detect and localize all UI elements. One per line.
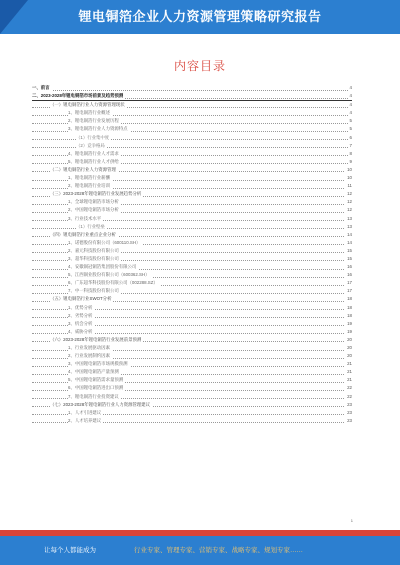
toc-entry-label: 3、行业技术水平 [68,215,103,223]
toc-entry-page: 14 [345,239,352,247]
toc-entry[interactable] [32,231,352,239]
toc-entry-label: 2、锂电铜箔行业培训 [68,182,112,190]
toc-entry-page: 10 [345,166,352,174]
toc-entry-label: （五）锂电铜箔行业SWOT分析 [50,295,113,303]
toc-entry-label: 2、锂电铜箔行业发展历程 [68,117,121,125]
toc-entry-page: 18 [345,295,352,303]
toc-entry-label: 1、全球锂电铜箔市场分析 [68,198,121,206]
toc-entry-page: 23 [345,417,352,425]
toc-entry-label: 1、优势分析 [68,304,94,312]
toc-entry[interactable] [32,401,352,409]
toc-entry-label: （2）竞争格局 [76,142,107,150]
toc-entry[interactable] [32,336,352,344]
toc-entry-page: 12 [345,198,352,206]
toc-entry-label: 2、行业发展制约因素 [68,352,112,360]
toc-entry-page: 21 [345,368,352,376]
toc-entry[interactable] [32,409,352,417]
toc-entry-label: 1、人才引进建议 [68,409,103,417]
toc-entry[interactable] [32,352,352,360]
toc-entry[interactable] [32,101,352,109]
toc-entry-label: 2、人才培养建议 [68,417,103,425]
toc-entry-label: （七）2023-2028年锂电铜箔行业人力资源管理建议 [50,401,152,409]
toc-entry[interactable] [32,287,352,295]
footer-slogan: 让每个人都能成为 [44,547,96,554]
toc-entry-page: 22 [345,384,352,392]
toc-entry-page: 20 [345,336,352,344]
toc-entry[interactable] [32,393,352,401]
toc-entry[interactable] [32,279,352,287]
toc-entry[interactable] [32,166,352,174]
toc-entry[interactable] [32,206,352,214]
toc-entry[interactable] [32,198,352,206]
toc-entry-label: （1）行业壁垒 [76,223,107,231]
toc-entry[interactable] [32,255,352,263]
toc-entry-page: 21 [345,376,352,384]
toc-entry[interactable] [32,182,352,190]
toc-entry-page: 12 [345,206,352,214]
toc-entry-label: 7、锂电铜箔行业投资建议 [68,393,121,401]
toc-entry-label: 1、锂电铜箔行业概述 [68,109,112,117]
toc-entry[interactable] [32,320,352,328]
toc-entry-page: 4 [348,92,352,100]
toc-entry-label: 2、嘉元科技股份有限公司 [68,247,121,255]
toc-entry-label: 5、江西铜业股份有限公司（600362.SH） [68,271,152,279]
toc-entry-label: 5、中国锂电铜箔需求量预测 [68,376,125,384]
toc-entry-page: 13 [345,215,352,223]
toc-entry[interactable] [32,117,352,125]
toc-entry[interactable] [32,312,352,320]
page-number: 1 [350,518,353,523]
toc-entry-label: 3、中国锂电铜箔市场规模预测 [68,360,130,368]
toc-entry-label: （六）2023-2028年锂电铜箔行业发展前景预测 [50,336,143,344]
toc-entry-page: 5 [348,125,352,133]
report-title: 锂电铜箔企业人力资源管理策略研究报告 [78,9,322,24]
toc-entry-page: 5 [348,117,352,125]
toc-entry-page: 17 [345,279,352,287]
toc-entry-label: 4、安徽铜冠铜箔集团股份有限公司 [68,263,138,271]
toc-heading: 内容目录 [173,59,226,73]
toc-entry-label: 1、锂电铜箔行业薪酬 [68,174,112,182]
toc-entry[interactable] [32,109,352,117]
toc-entry-label: 一、前言 [32,84,52,92]
toc-entry[interactable] [32,295,352,303]
toc-entry[interactable] [32,174,352,182]
toc-entry[interactable] [32,344,352,352]
toc-entry[interactable] [32,384,352,392]
toc-entry[interactable] [32,125,352,133]
toc-entry-page: 11 [345,182,352,190]
toc-entry[interactable] [32,92,352,101]
toc-entry[interactable] [32,190,352,198]
toc-entry-label: 3、超华科技股份有限公司 [68,255,121,263]
toc-entry-label: 2、中国锂电铜箔市场分析 [68,206,121,214]
toc-entry-page: 10 [345,174,352,182]
toc-entry-label: 6、中国锂电铜箔进出口预测 [68,384,125,392]
toc-entry-page: 20 [345,344,352,352]
toc-entry-label: 4、威胁分析 [68,328,94,336]
toc-entry-page: 13 [345,223,352,231]
toc-entry-page: 4 [348,84,352,92]
toc-entry-page: 17 [345,287,352,295]
toc-entry-page: 15 [345,247,352,255]
toc-entry-page: 7 [348,142,352,150]
toc-entry-label: （1）行业集中度 [76,134,111,142]
toc-entry[interactable] [32,239,352,247]
toc-entry[interactable] [32,368,352,376]
toc-entry-label: 5、锂电铜箔行业人才供给 [68,158,121,166]
toc-entry-page: 20 [345,352,352,360]
toc-entry-page: 19 [345,328,352,336]
toc-entry-label: 3、锂电铜箔行业人力资源特点 [68,125,130,133]
table-of-contents [32,84,352,425]
toc-entry[interactable] [32,215,352,223]
toc-entry-page: 16 [345,263,352,271]
toc-entry-label: 7、中一科技股份有限公司 [68,287,121,295]
footer-banner [0,536,400,565]
toc-entry[interactable] [32,223,352,231]
toc-entry-page: 14 [345,231,352,239]
toc-entry[interactable] [32,142,352,150]
toc-entry-label: 1、诺德股份有限公司（600110.SH） [68,239,142,247]
toc-entry-page: 9 [348,158,352,166]
toc-entry-page: 4 [348,101,352,109]
toc-entry[interactable] [32,263,352,271]
toc-entry-page: 21 [345,360,352,368]
toc-entry-page: 6 [348,134,352,142]
toc-entry-page: 22 [345,393,352,401]
toc-entry-label: （四）锂电铜箔行业重点企业分析 [50,231,118,239]
toc-entry-label: （二）锂电铜箔行业人力资源管理 [50,166,118,174]
toc-entry-page: 19 [345,320,352,328]
toc-entry-page: 18 [345,304,352,312]
toc-entry-page: 8 [348,150,352,158]
toc-entry[interactable] [32,328,352,336]
toc-entry-label: 3、机会分析 [68,320,94,328]
toc-entry-label: 1、行业发展驱动因素 [68,344,112,352]
toc-entry-page: 12 [345,190,352,198]
toc-entry[interactable] [32,134,352,142]
toc-entry[interactable] [32,417,352,425]
toc-entry-page: 15 [345,255,352,263]
toc-entry-page: 18 [345,312,352,320]
toc-entry-label: 二、2023-2028年锂电铜箔市场前景及趋势预测 [32,92,125,100]
toc-entry-label: （三）2023-2028年锂电铜箔行业发展趋势分析 [50,190,143,198]
toc-entry-page: 16 [345,271,352,279]
toc-entry[interactable] [32,304,352,312]
toc-entry-page: 23 [345,401,352,409]
toc-entry[interactable] [32,376,352,384]
toc-entry[interactable] [32,247,352,255]
toc-entry[interactable] [32,271,352,279]
toc-entry-label: 4、锂电铜箔行业人才需求 [68,150,121,158]
toc-entry-label: 4、中国锂电铜箔产量预测 [68,368,121,376]
toc-entry[interactable] [32,84,352,92]
toc-entry-label: 6、广东超华科技股份有限公司（002288.SZ） [68,279,160,287]
toc-entry[interactable] [32,150,352,158]
footer-expert-list: 行业专家、管理专家、营销专家、战略专家、规划专家…… [134,547,303,554]
toc-entry[interactable] [32,360,352,368]
header-banner [0,0,400,34]
toc-entry[interactable] [32,158,352,166]
toc-leader-dots [32,90,352,91]
toc-entry-label: 2、劣势分析 [68,312,94,320]
toc-entry-label: （一）锂电铜箔行业人力资源管理现状 [50,101,127,109]
toc-entry-page: 4 [348,109,352,117]
toc-entry-page: 23 [345,409,352,417]
